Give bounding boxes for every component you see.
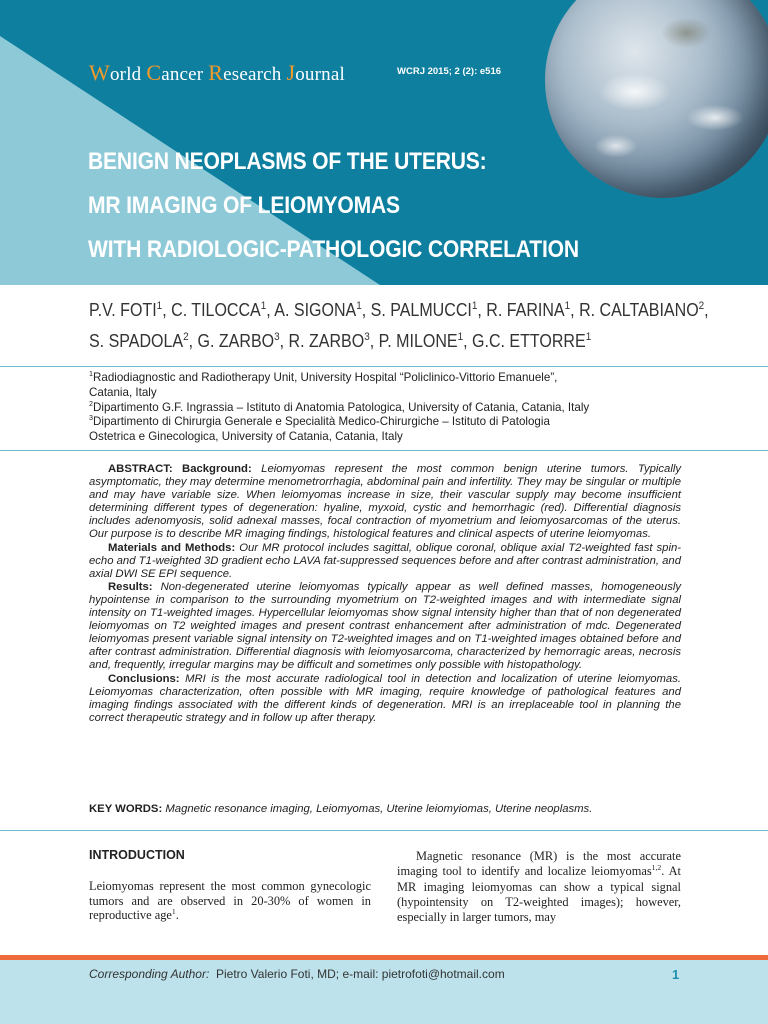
affiliation-item: $^3$Dipartimento di Chirurgia Generale e Specialità Medico-Chirurgiche – Istituto di Patologia Ostetrica e Ginecologica, University of Catania, Catania, Italy (89, 413, 550, 444)
section-divider (0, 830, 768, 831)
corresponding-author-contact[interactable]: Pietro Valerio Foti, MD; e-mail: pietrofoti@hotmail.com (215, 967, 505, 981)
journal-name: World Cancer Research Journal (89, 60, 345, 85)
affiliation-item: $^2$Dipartimento G.F. Ingrassia – Istituto di Anatomia Patologica, University of Catania, Catania, Italy (89, 398, 590, 414)
affiliation-item: $^1$Radiodiagnostic and Radiotherapy Unit, University Hospital “Policlinico-Vittorio Emanuele”, Catania, Italy (89, 369, 558, 399)
abstract (89, 463, 681, 725)
title-line: WITH RADIOLOGIC-PATHOLOGIC CORRELATION (88, 236, 579, 263)
journal-reference: WCRJ 2015; 2 (2): e516 (397, 66, 502, 77)
author-list (89, 295, 709, 357)
introduction-heading: INTRODUCTION (89, 848, 185, 862)
section-divider (0, 450, 768, 451)
footer-accent-rule (0, 955, 768, 960)
author-line: P.V. FOTI$^1$, C. TILOCCA$^1$, A. SIGONA$^1$, S. PALMUCCI$^1$, R. FARINA$^1$, R. CALTABIANO$^2$, (89, 300, 709, 320)
affiliations (89, 371, 689, 445)
abstract-paragraph-background: ABSTRACT: Background: Leiomyomas represent the most common benign uterine tumors. Typically asymptomatic, they may determine menometrorrhagia, abdominal pain and infertility. They may be singular or multiple and may have variable size. When leiomyomas increase in size, their vascular supply may become insufficient determining different types of degeneration: hyaline, myxoid, cystic and hemorrhagic (red). Differential diagnosis includes adenomyosis, solid adnexal masses, focal contraction of myometrium and leiomyosarcomas of the uterus. Our purpose is to describe MR imaging findings, histological features and clinical aspects of uterine leiomyomas. (89, 463, 682, 541)
author-line: S. SPADOLA$^2$, G. ZARBO$^3$, R. ZARBO$^3$, P. MILONE$^1$, G.C. ETTORRE$^1$ (89, 331, 592, 351)
abstract-paragraph-results: Results: Non-degenerated uterine leiomyomas typically appear as well defined masses, homogeneously hypointense in comparison to the surrounding myometrium on T2-weighted images and with intermediate signal intensity on T1-weighted images. Hypercellular leiomyomas show signal intensity higher than that of non degenerated leiomyomas on T2 weighted images and present contrast enhancement after administration of mdc. Degenerated leiomyomas present variable signal intensity on T2-weighted images and on T1-weighted images obtained before and after contrast administration. Differential diagnosis with leiomyosarcoma, characterized by hemorragic areas, necrosis and, frequently, irregular margins may be difficult and sometimes only possible with histopathology. (89, 580, 682, 672)
article-title (88, 140, 579, 272)
body-text-left-column: Leiomyomas represent the most common gynecologic tumors and are observed in 20-30% of women in reproductive age$^1$. (89, 879, 371, 922)
abstract-paragraph-conclusions: Conclusions: MRI is the most accurate radiological tool in detection and localization of uterine leiomyomas. Leiomyomas characterization, often possible with MR imaging, require knowledge of pathological features and imaging findings associated with the different kinds of degeneration. MRI is an irreplaceable tool in planning the correct therapeutic strategy and in follow up after therapy. (89, 672, 681, 724)
journal-header-banner (0, 0, 768, 285)
title-line: BENIGN NEOPLASMS OF THE UTERUS: (88, 148, 487, 175)
keywords: KEY WORDS: Magnetic resonance imaging, Leiomyomas, Uterine leiomyiomas, Uterine neoplasms. (89, 803, 593, 815)
corresponding-author: Corresponding Author: Pietro Valerio Foti, MD; e-mail: pietrofoti@hotmail.com (89, 967, 505, 981)
footer-band (0, 955, 768, 1024)
page-number: 1 (672, 967, 680, 982)
abstract-paragraph-methods: Materials and Methods: Our MR protocol includes sagittal, oblique coronal, oblique axial T2-weighted fast spin-echo and T1-weighted 3D gradient echo LAVA fat-suppressed sequences before and after contrast administration, and axial DWI SE EPI sequence. (89, 541, 682, 580)
section-divider (0, 366, 768, 367)
body-text-right-column: Magnetic resonance (MR) is the most accurate imaging tool to identify and localize leiomyomas$^{1,2}$. At MR imaging leiomyomas can show a typical signal (hypointensity on T2-weighted images); however, especially in larger tumors, may (397, 849, 681, 925)
title-line: MR IMAGING OF LEIOMYOMAS (88, 192, 400, 219)
